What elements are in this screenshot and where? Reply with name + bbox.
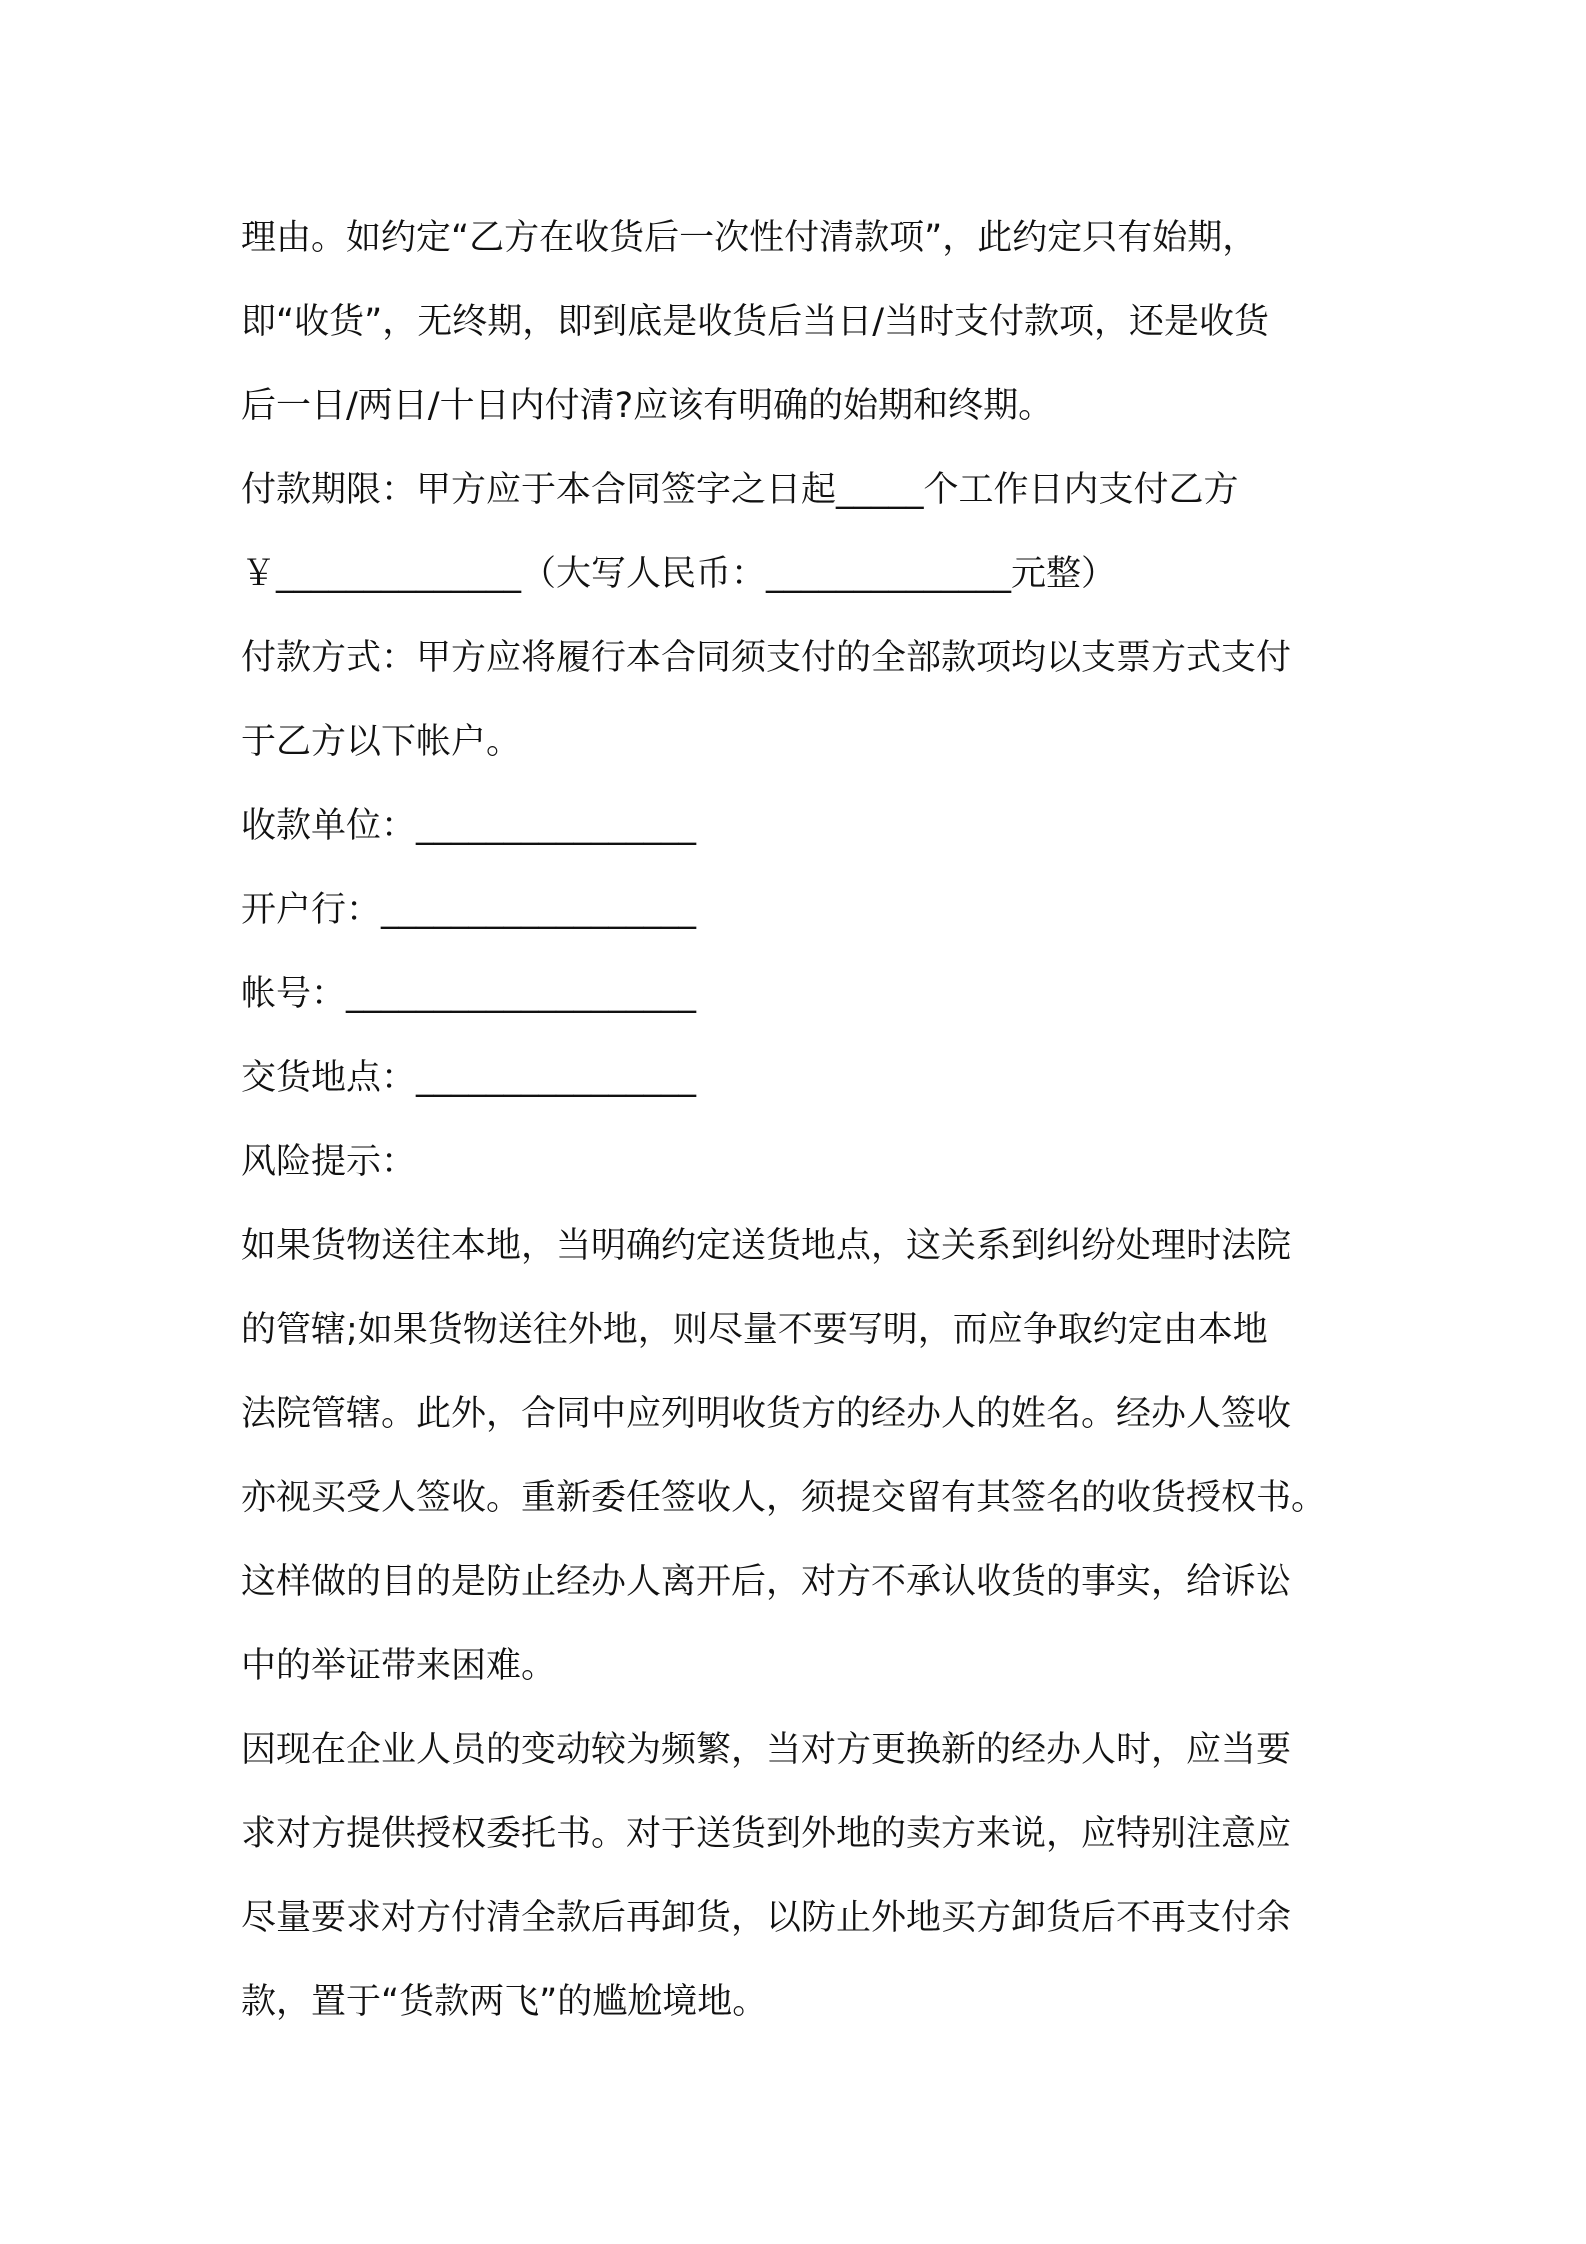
text-line: 如果货物送往本地，当明确约定送货地点，这关系到纠纷处理时法院: [241, 1226, 1292, 1266]
text-line: 款，置于“货款两飞”的尴尬境地。: [241, 1982, 768, 2022]
paragraph-payment-method: [241, 616, 1357, 784]
text-line: 风险提示：: [241, 1142, 417, 1182]
paragraph-reason: [241, 196, 1357, 448]
text-line: ￥______________（大写人民币：______________元整）: [241, 554, 1117, 594]
text-line: 中的举证带来困难。: [241, 1646, 557, 1686]
text-line: 这样做的目的是防止经办人离开后，对方不承认收货的事实，给诉讼: [241, 1562, 1292, 1602]
text-line: 因现在企业人员的变动较为频繁，当对方更换新的经办人时，应当要: [241, 1730, 1292, 1770]
text-line: 的管辖;如果货物送往外地，则尽量不要写明，而应争取约定由本地: [241, 1310, 1268, 1350]
text-line: 于乙方以下帐户。: [241, 722, 522, 762]
paragraph-risk-2: [241, 1708, 1357, 2044]
text-line: 收款单位：________________: [241, 806, 697, 846]
text-line: 尽量要求对方付清全款后再卸货，以防止外地买方卸货后不再支付余: [241, 1898, 1292, 1938]
text-line: 交货地点：________________: [241, 1058, 697, 1098]
paragraph-risk-1: [241, 1204, 1357, 1708]
text-line: 帐号：____________________: [241, 974, 697, 1014]
text-line: 付款期限：甲方应于本合同签字之日起_____个工作日内支付乙方: [241, 470, 1239, 510]
text-line: 即“收货”，无终期，即到底是收货后当日/当时支付款项，还是收货: [241, 302, 1270, 342]
field-bank: [241, 868, 1357, 952]
text-line: 开户行：__________________: [241, 890, 697, 930]
text-line: 求对方提供授权委托书。对于送货到外地的卖方来说，应特别注意应: [241, 1814, 1292, 1854]
paragraph-payment-term: [241, 448, 1357, 616]
field-account: [241, 952, 1357, 1036]
text-line: 付款方式：甲方应将履行本合同须支付的全部款项均以支票方式支付: [241, 638, 1292, 678]
section-heading-risk: [241, 1120, 1357, 1204]
text-line: 法院管辖。此外，合同中应列明收货方的经办人的姓名。经办人签收: [241, 1394, 1292, 1434]
text-line: 后一日/两日/十日内付清?应该有明确的始期和终期。: [241, 386, 1054, 426]
text-line: 理由。如约定“乙方在收货后一次性付清款项”，此约定只有始期，: [241, 218, 1258, 258]
document-body: [241, 196, 1357, 2044]
text-line: 亦视买受人签收。重新委任签收人，须提交留有其签名的收货授权书。: [241, 1478, 1327, 1518]
field-payee: [241, 784, 1357, 868]
field-delivery-place: [241, 1036, 1357, 1120]
